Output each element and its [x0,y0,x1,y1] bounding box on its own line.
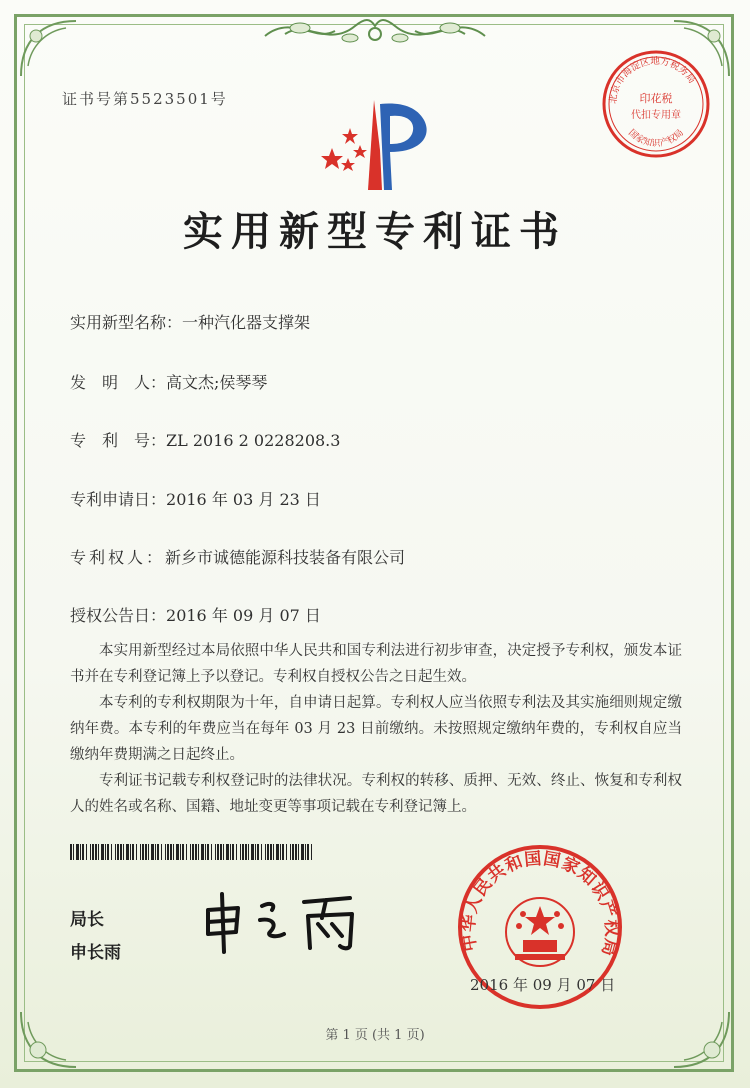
tax-stamp [600,48,712,160]
barcode-bar [205,844,206,860]
barcode-bar [305,844,306,860]
barcode-bar [223,844,224,860]
inventor-field [70,370,267,393]
handwritten-signature [200,888,380,958]
barcode-bar [236,844,237,860]
barcode-bar [107,844,109,860]
barcode-bar [148,844,149,860]
field-label: 专 利 号： [70,431,167,450]
grant-date-field [70,603,321,626]
barcode-bar [167,844,169,860]
barcode-bar [190,844,191,860]
barcode-bar [245,844,247,860]
barcode-bar [165,844,166,860]
patentee-field [70,545,405,568]
barcode-bar [226,844,229,860]
national-emblem-icon [506,898,574,966]
legal-status-paragraph: 专利证书记载专利权登记时的法律状况。专利权的转移、质押、无效、终止、恢复和专利权人的姓名或名称、国籍、地址变更等事项记载在专利登记簿上。 [70,773,682,815]
utility-model-name-field [70,310,310,333]
barcode-bar [282,844,284,860]
barcode-bar [98,844,99,860]
field-label: 专利权人： [70,548,166,567]
barcode-bar [240,844,241,860]
barcode-bar [182,844,184,860]
barcode-bar [76,844,79,860]
barcode-bar [301,844,304,860]
tax-stamp-ring-text: 北京市海淀区地方税务局 [607,55,698,105]
barcode-bar [261,844,262,860]
barcode-bar [257,844,259,860]
page-footer: 第 1 页 (共 1 页) [325,1028,425,1043]
barcode-bar [145,844,147,860]
certificate-number: 证书号第5523501号 [62,90,228,108]
barcode-bar [195,844,197,860]
barcode-bar [95,844,97,860]
barcode-bar [70,844,72,860]
barcode-bar [73,844,74,860]
barcode-bar [307,844,309,860]
barcode-bar [215,844,216,860]
seal-ring-text: 中华人民共和国国家知识产权局 [458,848,622,959]
barcode-bar [173,844,174,860]
tax-stamp-bottom-text: 国家知识产权局 [626,128,686,150]
field-value: 新乡市诚德能源科技装备有限公司 [165,548,406,567]
barcode-bar [311,844,312,860]
barcode-icon [70,844,315,860]
barcode-bar [101,844,104,860]
barcode-bar [142,844,144,860]
tax-stamp-line-2: 代扣专用章 [631,110,681,121]
barcode-bar [86,844,87,860]
barcode-bar [140,844,141,860]
grant-paragraph: 本实用新型经过本局依照中华人民共和国专利法进行初步审查，决定授予专利权，颁发本证书并在专利登记簿上予以登记。专利权自授权公告之日起生效。 [70,643,682,685]
barcode-bar [186,844,187,860]
field-label: 专利申请日： [70,490,167,509]
barcode-bar [126,844,129,860]
barcode-bar [207,844,209,860]
barcode-bar [82,844,84,860]
barcode-bar [280,844,281,860]
field-value: 一种汽化器支撑架 [182,313,311,332]
barcode-bar [130,844,131,860]
barcode-bar [120,844,122,860]
term-paragraph: 本专利的专利权期限为十年，自申请日起算。专利权人应当依照专利法及其实施细则规定缴纳年费。本专利的年费应当在每年 03 月 23 日前缴纳。未按照规定缴纳年费的，专利权自应当缴纳年费期满之日起终止。 [70,695,682,763]
field-label: 实用新型名称： [70,313,183,332]
barcode-bar [201,844,204,860]
barcode-bar [290,844,291,860]
barcode-bar [273,844,274,860]
barcode-bar [180,844,181,860]
barcode-bar [90,844,91,860]
barcode-bar [136,844,137,860]
patent-number-field [70,428,340,451]
barcode-bar [192,844,194,860]
barcode-bar [248,844,249,860]
barcode-bar [111,844,112,860]
barcode-bar [92,844,94,860]
barcode-bar [220,844,222,860]
barcode-bar [242,844,244,860]
barcode-bar [217,844,219,860]
barcode-bar [298,844,299,860]
barcode-bar [230,844,231,860]
signatory-role: 局长 [70,910,104,930]
filing-date-field [70,487,321,510]
barcode-bar [292,844,294,860]
barcode-bar [80,844,81,860]
barcode-bar [123,844,124,860]
corner-ornament-icon [16,16,86,86]
barcode-bar [176,844,179,860]
field-label: 授权公告日： [70,606,167,625]
field-label: 发 明 人： [70,373,167,392]
barcode-bar [211,844,212,860]
barcode-bar [267,844,269,860]
barcode-bar [170,844,172,860]
barcode-bar [198,844,199,860]
barcode-bar [295,844,297,860]
barcode-bar [161,844,162,860]
seal-date: 2016 年 09 月 07 日 [470,976,616,994]
barcode-bar [255,844,256,860]
patent-office-logo-icon [312,90,452,200]
barcode-bar [132,844,134,860]
top-ornament-icon [255,6,495,56]
barcode-bar [105,844,106,860]
barcode-bar [270,844,272,860]
barcode-bar [276,844,279,860]
barcode-bar [251,844,254,860]
barcode-bar [117,844,119,860]
field-value: 2016 年 03 月 23 日 [166,490,321,509]
field-value: ZL 2016 2 0228208.3 [166,431,341,450]
barcode-bar [157,844,159,860]
barcode-bar [265,844,266,860]
field-value: 高文杰;侯琴琴 [166,373,268,392]
barcode-bar [151,844,154,860]
barcode-bar [232,844,234,860]
field-value: 2016 年 09 月 07 日 [166,606,321,625]
barcode-bar [286,844,287,860]
barcode-bar [115,844,116,860]
tax-stamp-line-1: 印花税 [639,92,673,105]
certificate-title: 实用新型专利证书 [183,208,567,255]
signatory-name: 申长雨 [70,943,121,963]
barcode-bar [155,844,156,860]
